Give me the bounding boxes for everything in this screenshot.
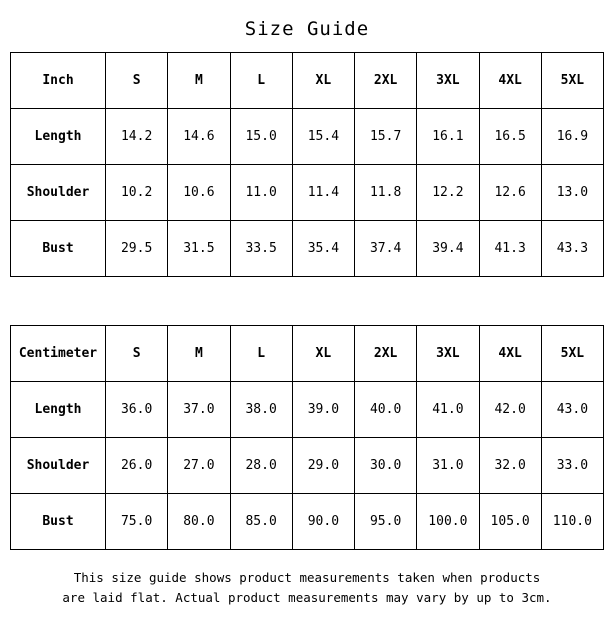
cell-bust-l: 33.5 <box>230 221 292 277</box>
table-row <box>11 221 604 277</box>
cell-length-2xl: 40.0 <box>355 382 417 438</box>
row-label-bust: Bust <box>11 494 106 550</box>
row-label-shoulder: Shoulder <box>11 438 106 494</box>
cell-length-3xl: 16.1 <box>417 109 479 165</box>
cell-shoulder-l: 11.0 <box>230 165 292 221</box>
cell-shoulder-4xl: 32.0 <box>479 438 541 494</box>
cell-length-xl: 15.4 <box>292 109 354 165</box>
cell-length-5xl: 43.0 <box>541 382 603 438</box>
cell-bust-2xl: 95.0 <box>355 494 417 550</box>
row-label-length: Length <box>11 109 106 165</box>
cell-shoulder-s: 26.0 <box>106 438 168 494</box>
cell-bust-5xl: 43.3 <box>541 221 603 277</box>
page-title: Size Guide <box>244 18 370 40</box>
cell-shoulder-4xl: 12.6 <box>479 165 541 221</box>
column-header-4xl: 4XL <box>479 326 541 382</box>
column-header-xl: XL <box>292 326 354 382</box>
table-spacer <box>0 277 614 325</box>
cell-length-s: 36.0 <box>106 382 168 438</box>
inch-table-container <box>0 52 614 277</box>
cell-shoulder-3xl: 31.0 <box>417 438 479 494</box>
column-header-2xl: 2XL <box>355 53 417 109</box>
cell-bust-l: 85.0 <box>230 494 292 550</box>
table-row <box>11 438 604 494</box>
cell-bust-4xl: 41.3 <box>479 221 541 277</box>
cell-shoulder-l: 28.0 <box>230 438 292 494</box>
cell-bust-4xl: 105.0 <box>479 494 541 550</box>
cell-length-m: 14.6 <box>168 109 230 165</box>
cell-length-4xl: 42.0 <box>479 382 541 438</box>
table-row <box>11 109 604 165</box>
cell-length-5xl: 16.9 <box>541 109 603 165</box>
cell-bust-2xl: 37.4 <box>355 221 417 277</box>
cell-bust-xl: 35.4 <box>292 221 354 277</box>
cell-length-4xl: 16.5 <box>479 109 541 165</box>
column-header-3xl: 3XL <box>417 53 479 109</box>
footnote-line-1: This size guide shows product measurements taken when products <box>73 570 541 585</box>
table-header-row <box>11 53 604 109</box>
column-header-4xl: 4XL <box>479 53 541 109</box>
column-header-l: L <box>230 53 292 109</box>
column-header-5xl: 5XL <box>541 326 603 382</box>
table-row <box>11 165 604 221</box>
cell-shoulder-2xl: 11.8 <box>355 165 417 221</box>
cell-shoulder-2xl: 30.0 <box>355 438 417 494</box>
inch-size-table <box>10 52 604 277</box>
column-header-5xl: 5XL <box>541 53 603 109</box>
cell-shoulder-m: 10.6 <box>168 165 230 221</box>
cell-bust-3xl: 100.0 <box>417 494 479 550</box>
cell-bust-s: 75.0 <box>106 494 168 550</box>
column-header-s: S <box>106 326 168 382</box>
cell-shoulder-5xl: 13.0 <box>541 165 603 221</box>
cell-shoulder-5xl: 33.0 <box>541 438 603 494</box>
cell-bust-5xl: 110.0 <box>541 494 603 550</box>
cell-shoulder-xl: 11.4 <box>292 165 354 221</box>
column-header-l: L <box>230 326 292 382</box>
footnote-line-2: are laid flat. Actual product measurements may vary by up to 3cm. <box>62 590 552 605</box>
footnote <box>0 550 614 608</box>
cell-length-3xl: 41.0 <box>417 382 479 438</box>
column-header-xl: XL <box>292 53 354 109</box>
cell-shoulder-3xl: 12.2 <box>417 165 479 221</box>
cell-bust-m: 31.5 <box>168 221 230 277</box>
cell-bust-3xl: 39.4 <box>417 221 479 277</box>
unit-label-inch: Inch <box>11 53 106 109</box>
row-label-shoulder: Shoulder <box>11 165 106 221</box>
table-row <box>11 382 604 438</box>
table-header-row <box>11 326 604 382</box>
cell-length-xl: 39.0 <box>292 382 354 438</box>
row-label-length: Length <box>11 382 106 438</box>
row-label-bust: Bust <box>11 221 106 277</box>
column-header-s: S <box>106 53 168 109</box>
cell-length-2xl: 15.7 <box>355 109 417 165</box>
cell-bust-s: 29.5 <box>106 221 168 277</box>
cell-bust-xl: 90.0 <box>292 494 354 550</box>
cell-bust-m: 80.0 <box>168 494 230 550</box>
cell-shoulder-m: 27.0 <box>168 438 230 494</box>
cell-shoulder-xl: 29.0 <box>292 438 354 494</box>
cell-length-s: 14.2 <box>106 109 168 165</box>
cell-shoulder-s: 10.2 <box>106 165 168 221</box>
centimeter-table-container <box>0 325 614 550</box>
cell-length-l: 15.0 <box>230 109 292 165</box>
column-header-m: M <box>168 326 230 382</box>
unit-label-centimeter: Centimeter <box>11 326 106 382</box>
column-header-2xl: 2XL <box>355 326 417 382</box>
cell-length-l: 38.0 <box>230 382 292 438</box>
column-header-3xl: 3XL <box>417 326 479 382</box>
column-header-m: M <box>168 53 230 109</box>
table-row <box>11 494 604 550</box>
centimeter-size-table <box>10 325 604 550</box>
cell-length-m: 37.0 <box>168 382 230 438</box>
